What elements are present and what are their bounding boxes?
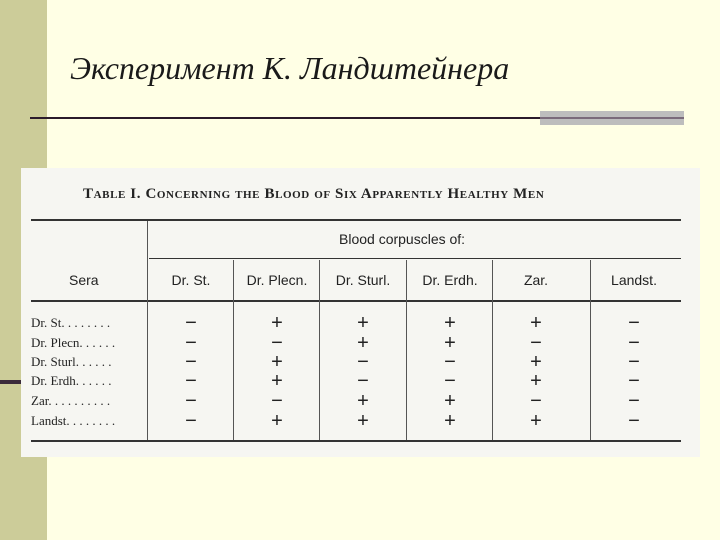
column-header: Dr. Erdh.	[422, 272, 478, 288]
table-cell: −	[628, 312, 640, 334]
row-label: Dr. Sturl. . . . . .	[31, 354, 112, 369]
row-header-sera: Sera	[69, 272, 99, 288]
table-cell: −	[185, 351, 197, 373]
table-cell: +	[271, 410, 283, 432]
table-cell: +	[271, 370, 283, 392]
left-accent-mark	[0, 380, 22, 384]
table-cell: −	[530, 332, 542, 354]
table-cell: +	[357, 410, 369, 432]
column-header: Zar.	[523, 272, 549, 288]
group-header: Blood corpuscles of:	[339, 231, 466, 247]
table-cell: −	[357, 370, 369, 392]
table-cell: +	[444, 410, 456, 432]
row-label: Dr. St. . . . . . . .	[31, 315, 111, 330]
table-cell: −	[357, 351, 369, 373]
table-cell: −	[185, 370, 197, 392]
table-cell: −	[628, 370, 640, 392]
table-cell: +	[357, 332, 369, 354]
table-cell: −	[444, 370, 456, 392]
table-cell: −	[185, 312, 197, 334]
table-cell: +	[271, 312, 283, 334]
table-cell: −	[271, 390, 283, 412]
column-header: Dr. Plecn.	[246, 272, 308, 288]
table-cell: +	[357, 390, 369, 412]
table-cell: −	[271, 332, 283, 354]
table-cell: −	[628, 351, 640, 373]
column-header: Dr. St.	[171, 272, 211, 288]
table-cell: −	[185, 390, 197, 412]
group-header-rule	[149, 258, 681, 259]
table-cell: +	[530, 370, 542, 392]
table-cell: −	[185, 332, 197, 354]
table-cell: −	[530, 390, 542, 412]
table-cell: +	[444, 332, 456, 354]
table-cell: +	[530, 312, 542, 334]
row-label: Dr. Plecn. . . . . .	[31, 335, 116, 350]
table-cell: +	[530, 351, 542, 373]
table-bottom-rule	[31, 440, 681, 442]
table-cell: +	[271, 351, 283, 373]
column-header: Dr. Sturl.	[335, 272, 391, 288]
title-underline-accent	[540, 111, 684, 125]
table-title: Table I. Concerning the Blood of Six Apparently Healthy Men	[83, 186, 545, 202]
table-cell: −	[185, 410, 197, 432]
table-cell: −	[628, 410, 640, 432]
row-label: Landst. . . . . . . .	[31, 413, 116, 428]
table-cell: −	[628, 332, 640, 354]
table-cell: −	[628, 390, 640, 412]
table-cell: +	[444, 312, 456, 334]
table-cell: +	[530, 410, 542, 432]
slide-title: Эксперимент К. Ландштейнера	[70, 50, 510, 86]
scanned-table	[21, 168, 700, 457]
header-bottom-rule	[31, 300, 681, 302]
table-top-rule	[31, 219, 681, 221]
row-label: Zar. . . . . . . . . .	[31, 393, 111, 408]
column-header: Landst.	[611, 272, 657, 288]
table-cell: +	[444, 390, 456, 412]
title-underline	[30, 117, 540, 119]
row-label: Dr. Erdh. . . . . .	[31, 373, 112, 388]
table-cell: +	[357, 312, 369, 334]
table-cell: −	[444, 351, 456, 373]
